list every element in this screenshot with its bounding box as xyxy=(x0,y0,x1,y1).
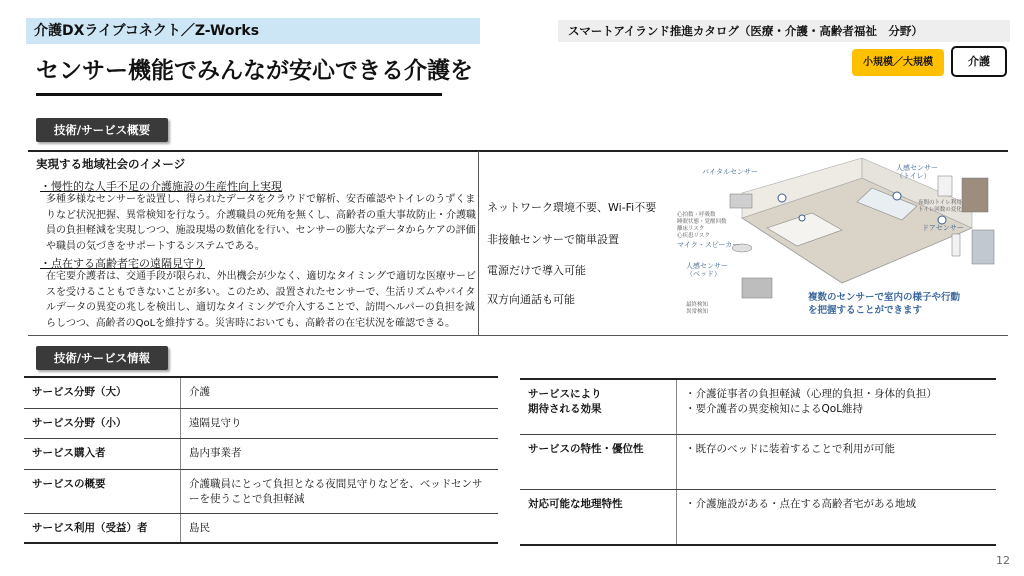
row-value xyxy=(677,379,997,434)
catalog-title: スマートアイランド推進カタログ（医療・介護・高齢者福祉 分野） xyxy=(558,20,1010,42)
table-row xyxy=(24,438,498,469)
vital-sub-label: 離床リスク xyxy=(677,226,705,232)
sensor-icon xyxy=(938,216,946,224)
row-key: サービスの概要 xyxy=(24,469,181,513)
section-tab-info: 技術/サービス情報 xyxy=(36,346,168,370)
vital-sub-label: 心疾患リスク xyxy=(677,233,710,239)
vital-sub-label: 睡眠状態・覚醒回数 xyxy=(677,219,727,225)
label-toilet-sensor: 人感センサー xyxy=(896,164,938,172)
value-line: ・介護従事者の負担軽減（心理的負担・身体的負担） xyxy=(685,388,937,400)
row-key: サービス購入者 xyxy=(24,438,181,469)
bullet-text: 多種多様なセンサーを設置し、得られたデータをクラウドで解析、安否確認やトイレのうずくまりなど状況把握、異常検知を行なう。介護職員の死角を無くし、高齢者の重大事故防止・介護職員の負担軽減を実現しつつ、施設現場の数値化を行い、センサーの膨大なデータからケアの評価や職員の気づきをサポートするシステムである。 xyxy=(46,194,476,252)
brand-bar: 介護DXライブコネクト／Z-Works xyxy=(26,18,480,44)
vital-sensor-photo xyxy=(730,194,752,208)
label-door-sensor: ドアセンサー xyxy=(922,224,964,232)
table-row xyxy=(520,489,996,545)
page-number: 12 xyxy=(996,554,1010,567)
sensor-icon xyxy=(778,194,786,202)
overview-divider xyxy=(478,151,479,335)
value-line: ・介護施設がある・点在する高齢者宅がある地域 xyxy=(685,497,916,510)
table-row xyxy=(520,379,996,434)
illustration-caption: を把握することができます xyxy=(808,305,923,316)
toilet-sensor-photo xyxy=(938,176,952,196)
label-bed-sensor: 人感センサー xyxy=(686,262,728,270)
row-key: サービス利用（受益）者 xyxy=(24,513,181,543)
illustration-caption: 複数のセンサーで室内の様子や行動 xyxy=(808,292,961,303)
service-info-table-right xyxy=(520,378,996,546)
table-row xyxy=(520,434,996,489)
bed-sub-label: 最終検知 xyxy=(686,302,709,308)
row-value: 島民 xyxy=(181,513,499,543)
door-photo xyxy=(972,230,994,264)
row-value xyxy=(677,434,997,489)
label-bed-sensor-2: （ベッド） xyxy=(686,270,721,278)
vital-sub-label: 心拍数・呼吸数 xyxy=(677,212,716,218)
table-row xyxy=(24,408,498,438)
label-mic-speaker: マイク・スピーカー xyxy=(677,241,740,249)
door-sensor-photo xyxy=(952,234,960,256)
toilet-sub-label: トイレ回数の変化 xyxy=(918,207,962,213)
bullet-text: 在宅要介護者は、交通手段が限られ、外出機会が少なく、適切なタイミングで適切な医療サービスを受けることもできないことが多い。このため、設置されたセンサーで、生活リズムやバイタルデータの異変の兆しを検出し、適切なタイミングで介入することで、訪問ヘルパーの負担を減らしつつ、高齢者のQoLを維持する。災害時においても、高齢者の在宅状況を確認できる。 xyxy=(46,271,476,329)
label-toilet-sensor-2: （トイレ） xyxy=(896,172,931,180)
row-key: サービスにより 期待される効果 xyxy=(520,379,677,434)
scale-tag: 小規模／大規模 xyxy=(852,49,944,76)
row-key: サービス分野（大） xyxy=(24,377,181,408)
table-row xyxy=(24,469,498,513)
row-key: サービス分野（小） xyxy=(24,408,181,438)
bed-sub-label: 異常検知 xyxy=(686,309,709,315)
feature-item: ネットワーク環境不要、Wi-Fi不要 xyxy=(487,201,657,214)
toilet-sub-label: 夜間のトイレ利用 xyxy=(918,200,962,206)
service-info-table-left xyxy=(24,376,498,544)
row-key: サービスの特性・優位性 xyxy=(520,434,677,489)
row-value: 介護職員にとって負担となる夜間見守りなどを、ベッドセンサーを使うことで負担軽減 xyxy=(181,469,499,513)
section-tab-overview: 技術/サービス概要 xyxy=(36,118,168,142)
feature-item: 非接触センサーで簡単設置 xyxy=(487,233,619,246)
page-title: センサー機能でみんなが安心できる介護を xyxy=(36,58,473,84)
row-key: 対応可能な地理特性 xyxy=(520,489,677,545)
table-row xyxy=(24,377,498,408)
row-value xyxy=(677,489,997,545)
table-row xyxy=(24,513,498,543)
sensor-icon xyxy=(893,192,901,200)
value-line: ・要介護者の異変検知によるQoL維持 xyxy=(685,403,864,415)
value-line: ・既存のベッドに装着することで利用が可能 xyxy=(685,442,895,455)
room-sensor-illustration xyxy=(672,158,1002,330)
title-underline xyxy=(36,93,442,96)
category-tag: 介護 xyxy=(951,46,1007,77)
row-value: 島内事業者 xyxy=(181,438,499,469)
row-value: 遠隔見守り xyxy=(181,408,499,438)
feature-item: 双方向通話も可能 xyxy=(487,293,575,306)
toilet-photo xyxy=(962,178,988,212)
bed-sensor-photo xyxy=(742,278,772,298)
bullet-title: ・点在する高齢者宅の遠隔見守り xyxy=(40,257,205,270)
sensor-icon xyxy=(799,215,805,221)
overview-heading: 実現する地域社会のイメージ xyxy=(36,157,186,171)
feature-item: 電源だけで導入可能 xyxy=(487,264,586,277)
label-vital-sensor: バイタルセンサー xyxy=(702,168,758,176)
bullet-title: ・慢性的な人手不足の介護施設の生産性向上実現 xyxy=(40,180,282,193)
row-value: 介護 xyxy=(181,377,499,408)
